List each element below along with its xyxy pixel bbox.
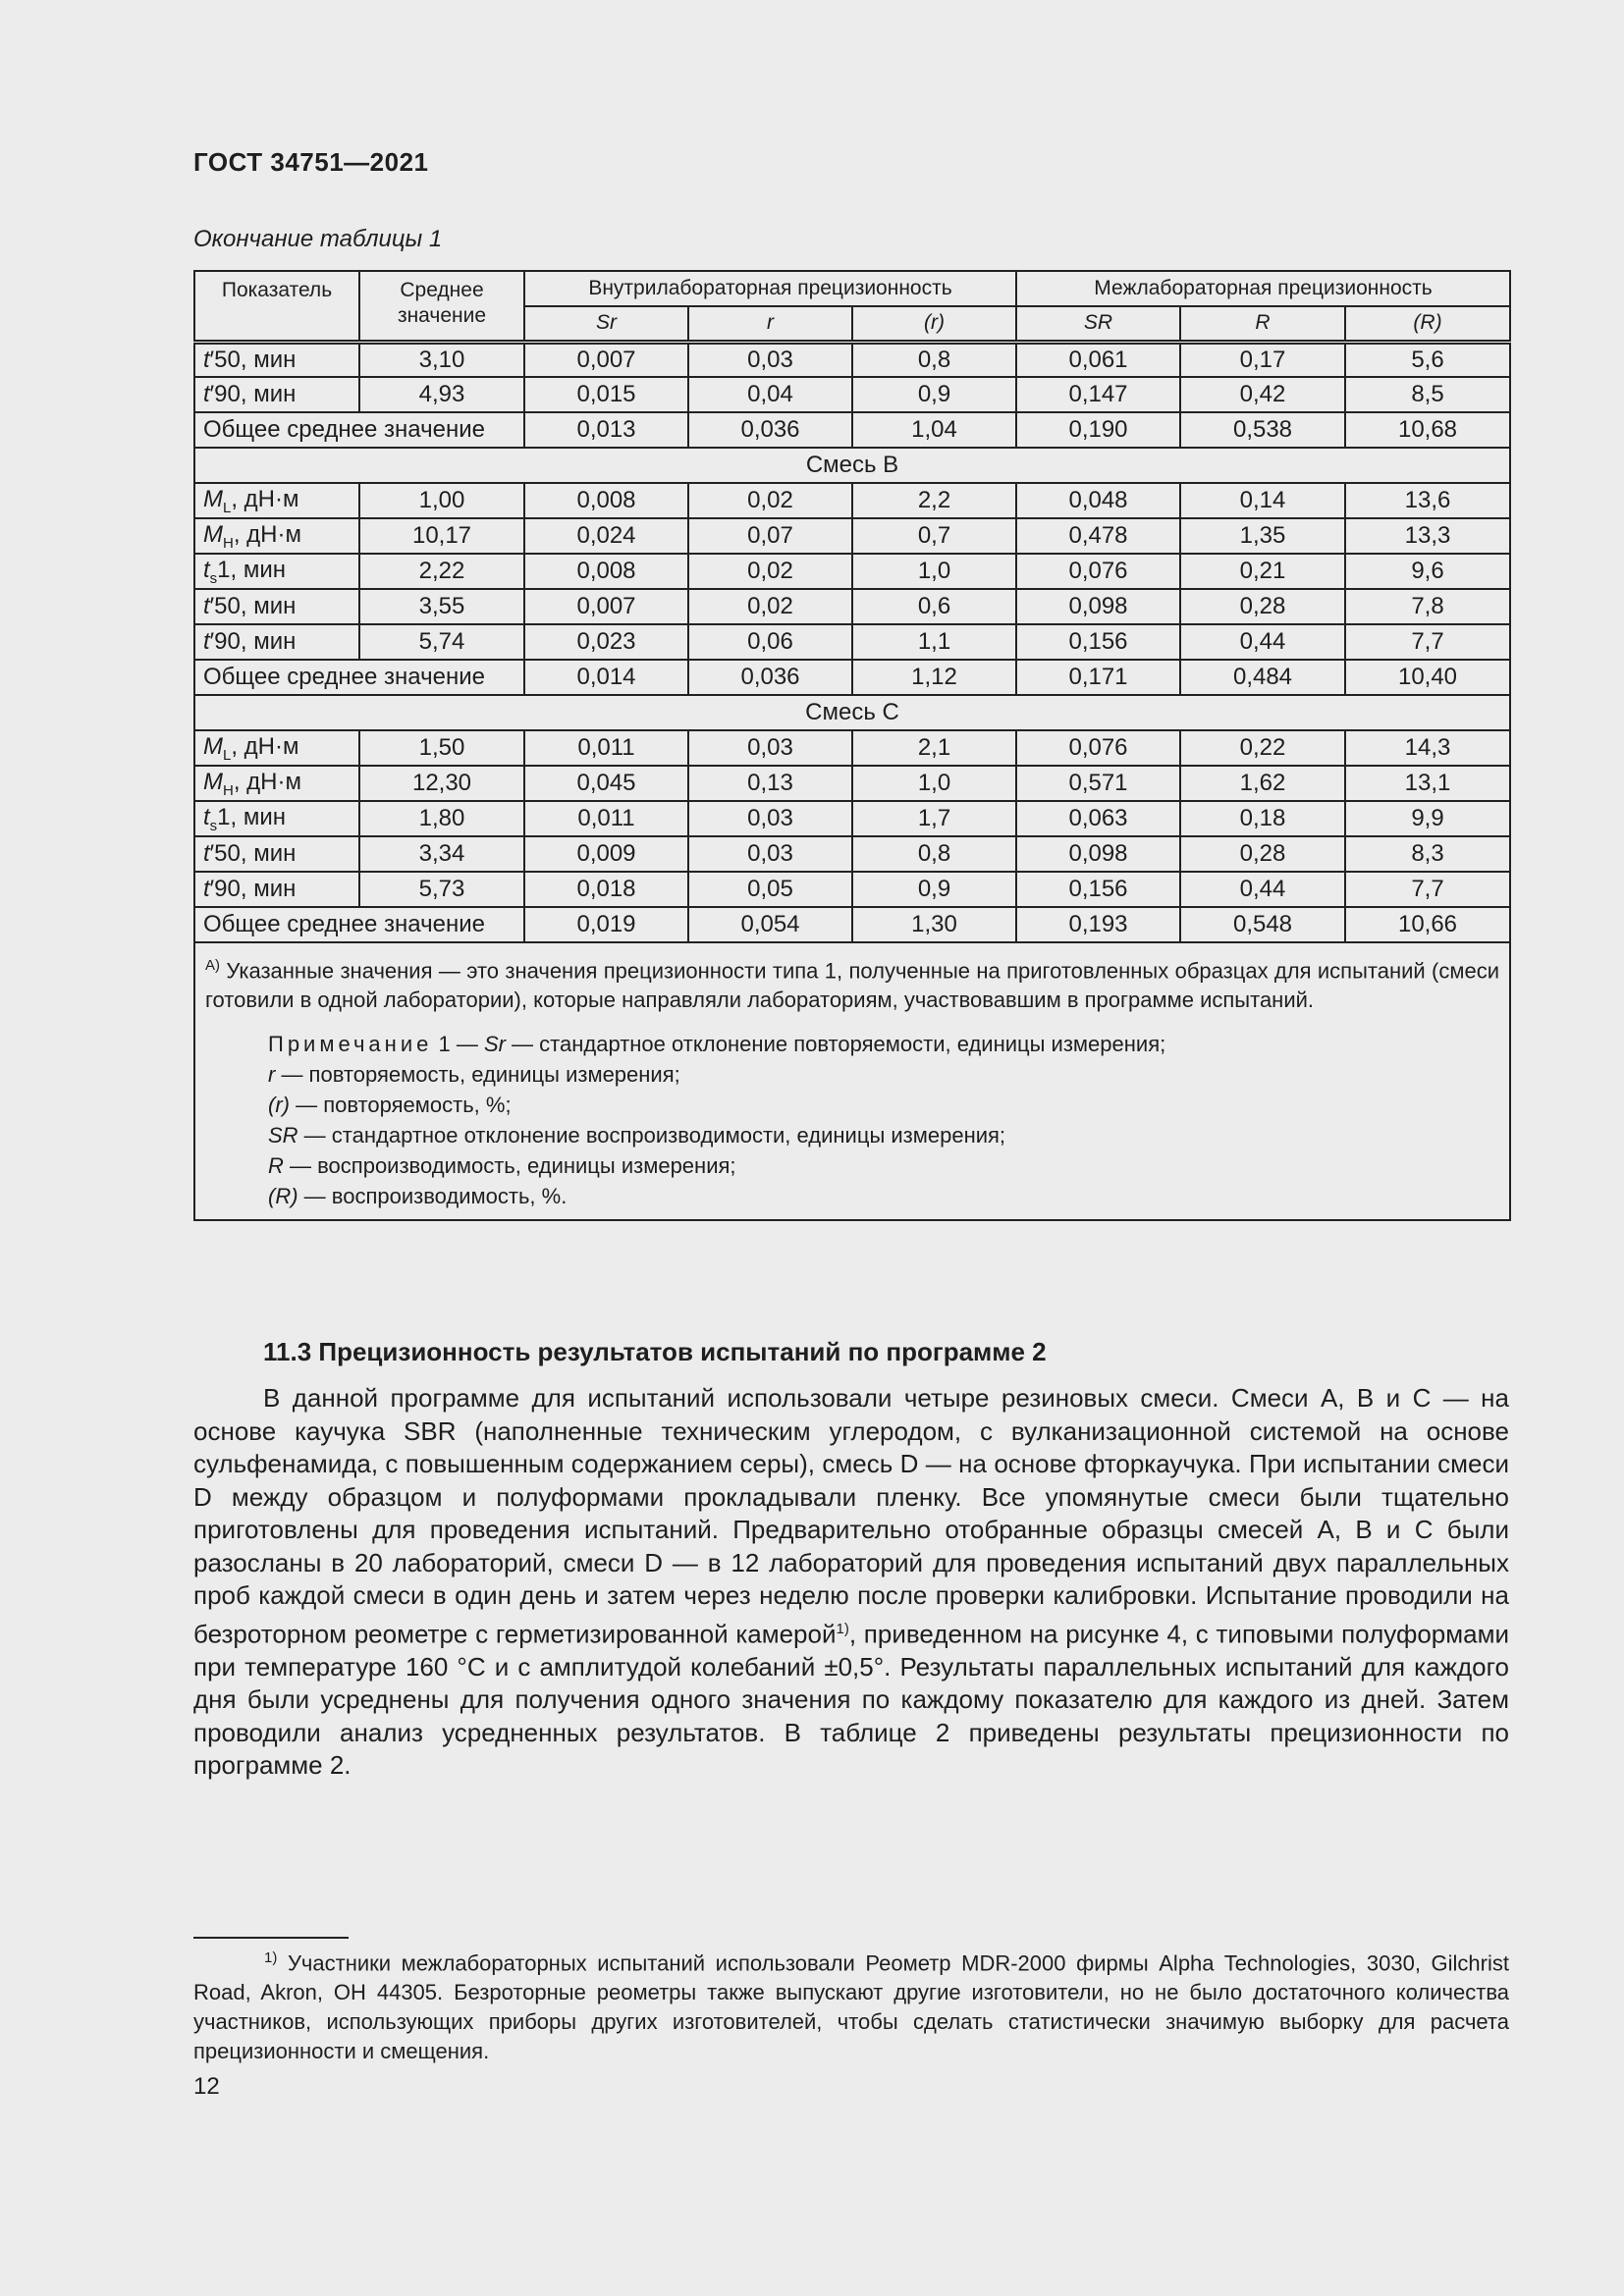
table-cell: 0,17 xyxy=(1180,342,1345,377)
total-label: Общее среднее значение xyxy=(194,660,524,695)
total-cell: 0,190 xyxy=(1016,412,1180,448)
table-row xyxy=(194,766,1510,801)
footnote-a-text: Указанные значения — это значения прецизионности типа 1, полученные на приготовленных образцах для испытаний (смеси готовили в одной лаборатории), которые направляли лабораториям, участвовавшим в программе испытаний. xyxy=(205,958,1500,1013)
table-cell: 7,8 xyxy=(1345,589,1510,624)
table-body xyxy=(194,342,1510,1220)
table-cell: 1,1 xyxy=(852,624,1016,660)
table-cell: 0,9 xyxy=(852,377,1016,412)
table-cell: 0,42 xyxy=(1180,377,1345,412)
table-cell: 0,007 xyxy=(524,589,688,624)
row-label: $M_L$, дН·м xyxy=(194,483,359,518)
total-cell: 0,193 xyxy=(1016,907,1180,942)
footnote-a-mark: A) xyxy=(205,957,220,974)
total-row xyxy=(194,660,1510,695)
table-cell: 0,063 xyxy=(1016,801,1180,836)
total-cell: 0,171 xyxy=(1016,660,1180,695)
row-label: t′90, мин xyxy=(194,872,359,907)
table-cell: 0,015 xyxy=(524,377,688,412)
table-cell: 0,03 xyxy=(688,801,852,836)
table-cell: 0,045 xyxy=(524,766,688,801)
table-row xyxy=(194,589,1510,624)
table-notes xyxy=(205,1029,1499,1211)
table-cell: 1,62 xyxy=(1180,766,1345,801)
table-row xyxy=(194,801,1510,836)
table-cell: 9,6 xyxy=(1345,554,1510,589)
table-row xyxy=(194,377,1510,412)
note-text: — повторяемость, %; xyxy=(289,1093,512,1118)
table-cell: 5,6 xyxy=(1345,342,1510,377)
table-cell: 0,009 xyxy=(524,836,688,872)
table-row xyxy=(194,554,1510,589)
precision-table-wrapper xyxy=(193,270,1509,1221)
table-cell: 0,8 xyxy=(852,836,1016,872)
table-cell: 0,18 xyxy=(1180,801,1345,836)
paragraph-footnote-ref: 1) xyxy=(836,1620,849,1637)
total-cell: 0,054 xyxy=(688,907,852,942)
table-cell: 3,10 xyxy=(359,342,524,377)
table-cell: 0,007 xyxy=(524,342,688,377)
table-row xyxy=(194,624,1510,660)
table-cell: 0,098 xyxy=(1016,836,1180,872)
total-cell: 0,548 xyxy=(1180,907,1345,942)
table-row xyxy=(194,836,1510,872)
table-cell: 0,05 xyxy=(688,872,852,907)
note-line xyxy=(268,1090,1499,1120)
table-cell: 0,02 xyxy=(688,554,852,589)
note-line xyxy=(268,1181,1499,1211)
row-label: t′50, мин xyxy=(194,342,359,377)
subheader-cell: (r) xyxy=(852,306,1016,342)
row-label: t′90, мин xyxy=(194,377,359,412)
header-mean: Среднее значение xyxy=(359,271,524,342)
table-cell: 9,9 xyxy=(1345,801,1510,836)
note-term: Sr xyxy=(483,1032,506,1057)
paragraph-text-2: , приведенном на рисунке 4, с типовыми полуформами при температуре 160 °C и с амплитудой колебаний ±0,5°. Результаты параллельных испытаний для каждого дня были усреднены для получения одного значения по каждому показателю для каждого из дней. Затем проводили анализ усредненных результатов. В таблице 2 приведены результаты прецизионности по программе 2. xyxy=(193,1619,1509,1781)
precision-table xyxy=(193,270,1511,1221)
total-cell: 1,30 xyxy=(852,907,1016,942)
row-label: t′50, мин xyxy=(194,589,359,624)
table-cell: 2,2 xyxy=(852,483,1016,518)
table-cell: 0,008 xyxy=(524,554,688,589)
section-title-cell: Смесь C xyxy=(194,695,1510,730)
table-cell: 0,14 xyxy=(1180,483,1345,518)
total-cell: 0,014 xyxy=(524,660,688,695)
table-cell: 0,02 xyxy=(688,589,852,624)
table-footer-cell xyxy=(194,942,1510,1220)
paragraph-text-1: В данной программе для испытаний использовали четыре резиновых смеси. Смеси A, B и C — на основе каучука SBR (наполненные техническим углеродом, с вулканизационной системой на основе сульфенамида, с повышенным содержанием серы), смесь D — на основе фторкаучука. При испытании смеси D между образцом и полуформами прокладывали пленку. Все упомянутые смеси были тщательно приготовлены для проведения испытаний. Предварительно отобранные образцы смесей A, B и C были разосланы в 20 лабораторий, смеси D — в 12 лабораторий для проведения испытаний двух параллельных проб каждой смеси в один день и затем через неделю после проверки калибровки. Испытание проводили на безроторном реометре с герметизированной камерой xyxy=(193,1383,1509,1649)
table-cell: 0,28 xyxy=(1180,836,1345,872)
note-text: — стандартное отклонение воспроизводимости, единицы измерения; xyxy=(298,1123,1006,1148)
note-text: — стандартное отклонение повторяемости, единицы измерения; xyxy=(505,1032,1166,1057)
row-label: $M_H$, дН·м xyxy=(194,518,359,554)
table-cell: 0,156 xyxy=(1016,624,1180,660)
page-footnote xyxy=(193,1944,1509,2066)
total-cell: 0,036 xyxy=(688,660,852,695)
section-row xyxy=(194,448,1510,483)
total-cell: 0,036 xyxy=(688,412,852,448)
table-row xyxy=(194,483,1510,518)
table-cell: 0,21 xyxy=(1180,554,1345,589)
note-text: — воспроизводимость, единицы измерения; xyxy=(283,1153,736,1179)
table-cell: 4,93 xyxy=(359,377,524,412)
table-cell: 13,1 xyxy=(1345,766,1510,801)
table-cell: 0,44 xyxy=(1180,624,1345,660)
subheader-cell: (R) xyxy=(1345,306,1510,342)
section-title: 11.3 Прецизионность результатов испытаний по программе 2 xyxy=(263,1337,1047,1366)
table-cell: 1,80 xyxy=(359,801,524,836)
table-cell: 2,1 xyxy=(852,730,1016,766)
table-cell: 1,0 xyxy=(852,554,1016,589)
table-cell: 0,04 xyxy=(688,377,852,412)
row-label: $t_s1$, мин xyxy=(194,801,359,836)
total-cell: 10,68 xyxy=(1345,412,1510,448)
header-within-lab: Внутрилабораторная прецизионность xyxy=(524,271,1016,306)
table-cell: 7,7 xyxy=(1345,872,1510,907)
table-cell: 0,9 xyxy=(852,872,1016,907)
header-between-lab: Межлабораторная прецизионность xyxy=(1016,271,1510,306)
table-cell: 0,7 xyxy=(852,518,1016,554)
table-cell: 3,55 xyxy=(359,589,524,624)
table-cell: 1,00 xyxy=(359,483,524,518)
table-footer-row xyxy=(194,942,1510,1220)
total-cell: 10,66 xyxy=(1345,907,1510,942)
table-cell: 0,008 xyxy=(524,483,688,518)
table-cell: 0,8 xyxy=(852,342,1016,377)
table-cell: 0,571 xyxy=(1016,766,1180,801)
total-cell: 0,484 xyxy=(1180,660,1345,695)
note-line xyxy=(268,1150,1499,1181)
note-line xyxy=(268,1059,1499,1090)
table-cell: 0,28 xyxy=(1180,589,1345,624)
table-cell: 0,048 xyxy=(1016,483,1180,518)
table-cell: 3,34 xyxy=(359,836,524,872)
row-label: $M_H$, дН·м xyxy=(194,766,359,801)
table-cell: 8,5 xyxy=(1345,377,1510,412)
table-cell: 2,22 xyxy=(359,554,524,589)
table-cell: 0,03 xyxy=(688,342,852,377)
note-term: R xyxy=(268,1153,284,1179)
table-cell: 0,024 xyxy=(524,518,688,554)
table-cell: 0,13 xyxy=(688,766,852,801)
table-cell: 0,018 xyxy=(524,872,688,907)
table-cell: 13,3 xyxy=(1345,518,1510,554)
total-row xyxy=(194,907,1510,942)
table-cell: 5,74 xyxy=(359,624,524,660)
section-paragraph xyxy=(193,1382,1509,1783)
header-indicator: Показатель xyxy=(194,271,359,342)
table-footnote-a xyxy=(205,951,1499,1015)
table-row xyxy=(194,872,1510,907)
row-label: $t_s1$, мин xyxy=(194,554,359,589)
row-label: t′50, мин xyxy=(194,836,359,872)
table-cell: 0,02 xyxy=(688,483,852,518)
table-caption: Окончание таблицы 1 xyxy=(193,226,443,252)
total-row xyxy=(194,412,1510,448)
table-row xyxy=(194,342,1510,377)
table-cell: 10,17 xyxy=(359,518,524,554)
total-cell: 0,013 xyxy=(524,412,688,448)
table-cell: 0,098 xyxy=(1016,589,1180,624)
table-cell: 0,076 xyxy=(1016,730,1180,766)
table-cell: 0,011 xyxy=(524,801,688,836)
table-cell: 1,7 xyxy=(852,801,1016,836)
table-cell: 0,44 xyxy=(1180,872,1345,907)
table-cell: 0,07 xyxy=(688,518,852,554)
page-number: 12 xyxy=(193,2073,220,2100)
note-label: Примечание xyxy=(268,1032,433,1057)
footnote-mark: 1) xyxy=(264,1949,278,1966)
note-term: SR xyxy=(268,1123,298,1148)
table-cell: 0,03 xyxy=(688,730,852,766)
footnote-divider xyxy=(193,1937,349,1939)
table-cell: 0,478 xyxy=(1016,518,1180,554)
total-label: Общее среднее значение xyxy=(194,412,524,448)
row-label: t′90, мин xyxy=(194,624,359,660)
table-cell: 14,3 xyxy=(1345,730,1510,766)
table-cell: 1,50 xyxy=(359,730,524,766)
table-cell: 0,156 xyxy=(1016,872,1180,907)
table-cell: 0,06 xyxy=(688,624,852,660)
total-cell: 0,538 xyxy=(1180,412,1345,448)
note-term: (R) xyxy=(268,1184,298,1209)
note-text: — повторяемость, единицы измерения; xyxy=(275,1062,680,1088)
table-cell: 7,7 xyxy=(1345,624,1510,660)
table-row xyxy=(194,518,1510,554)
total-label: Общее среднее значение xyxy=(194,907,524,942)
note-text: — воспроизводимость, %. xyxy=(298,1184,568,1209)
subheader-cell: r xyxy=(688,306,852,342)
footnote-text: Участники межлабораторных испытаний использовали Реометр MDR-2000 фирмы Alpha Technologies, 3030, Gilchrist Road, Akron, OH 44305. Безроторные реометры также выпускают другие изготовители, но не было достаточного количества участников, использующих приборы других изготовителей, чтобы сделать статистически значимую выборку для расчета прецизионности и смещения. xyxy=(193,1950,1509,2064)
total-cell: 10,40 xyxy=(1345,660,1510,695)
note-line xyxy=(268,1029,1499,1059)
table-cell: 12,30 xyxy=(359,766,524,801)
table-cell: 0,22 xyxy=(1180,730,1345,766)
table-cell: 13,6 xyxy=(1345,483,1510,518)
table-cell: 0,6 xyxy=(852,589,1016,624)
table-cell: 0,011 xyxy=(524,730,688,766)
table-cell: 8,3 xyxy=(1345,836,1510,872)
table-cell: 1,0 xyxy=(852,766,1016,801)
note-line xyxy=(268,1120,1499,1150)
table-cell: 1,35 xyxy=(1180,518,1345,554)
total-cell: 0,019 xyxy=(524,907,688,942)
table-cell: 0,03 xyxy=(688,836,852,872)
subheader-cell: Sr xyxy=(524,306,688,342)
table-cell: 0,147 xyxy=(1016,377,1180,412)
table-cell: 0,061 xyxy=(1016,342,1180,377)
note-term: r xyxy=(268,1062,276,1088)
subheader-cell: SR xyxy=(1016,306,1180,342)
note-term: (r) xyxy=(268,1093,290,1118)
document-header: ГОСТ 34751—2021 xyxy=(193,147,429,177)
note-prefix: 1 — xyxy=(438,1032,484,1057)
section-row xyxy=(194,695,1510,730)
subheader-cell: R xyxy=(1180,306,1345,342)
total-cell: 1,04 xyxy=(852,412,1016,448)
table-cell: 5,73 xyxy=(359,872,524,907)
table-cell: 0,076 xyxy=(1016,554,1180,589)
section-title-cell: Смесь B xyxy=(194,448,1510,483)
table-cell: 0,023 xyxy=(524,624,688,660)
total-cell: 1,12 xyxy=(852,660,1016,695)
row-label: $M_L$, дН·м xyxy=(194,730,359,766)
table-row xyxy=(194,730,1510,766)
